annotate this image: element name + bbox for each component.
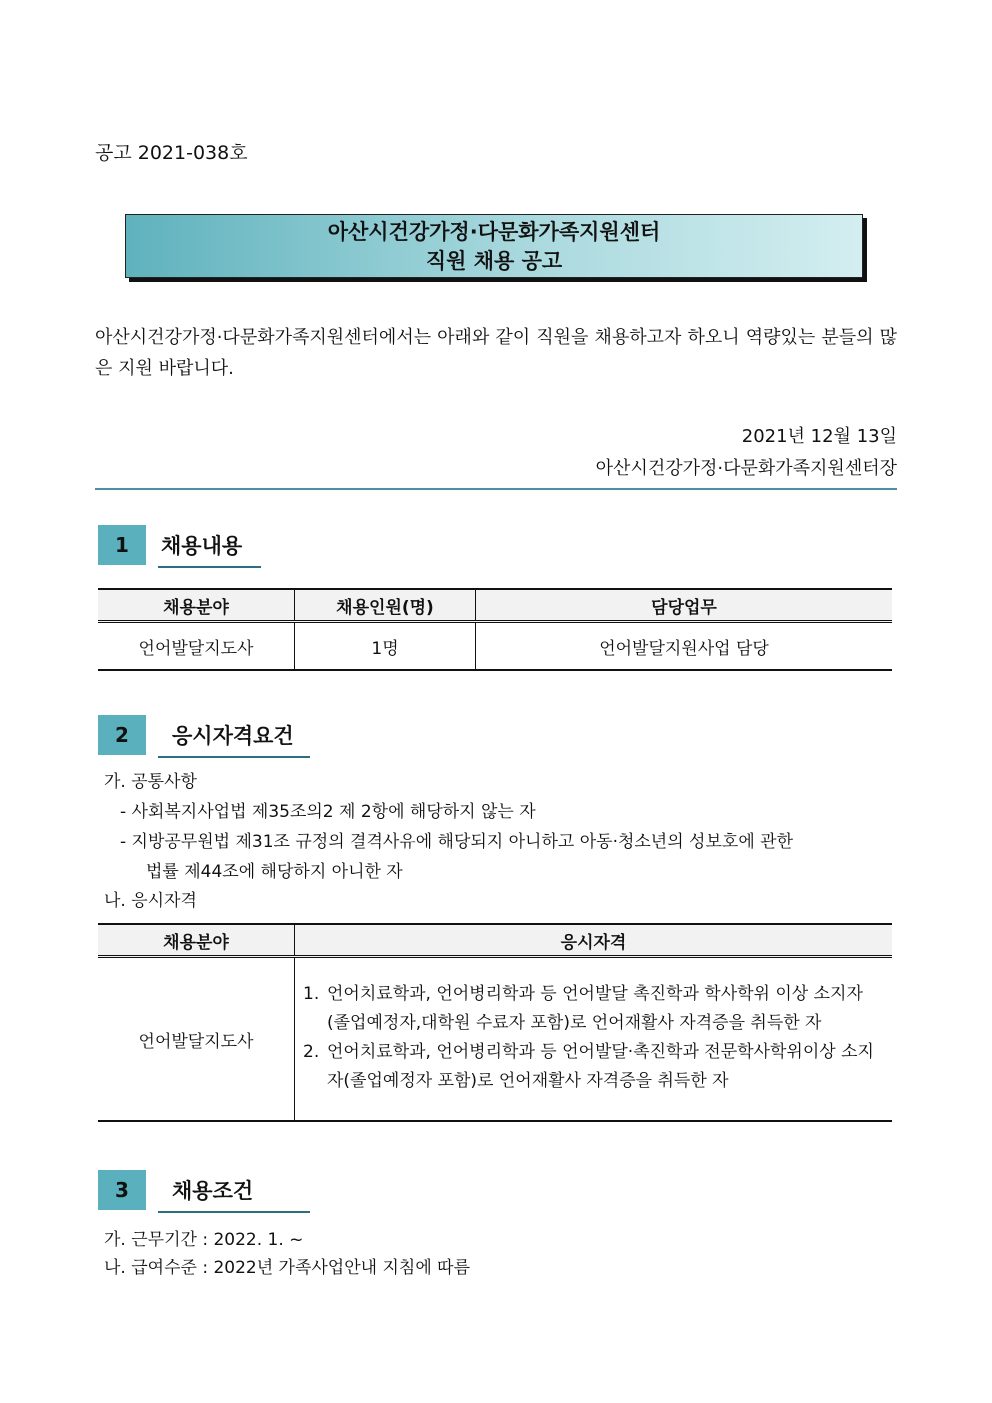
title-line2: 직원 채용 공고 bbox=[425, 249, 563, 273]
common-item-1: - 사회복지사업법 제35조의2 제 2항에 해당하지 않는 자 bbox=[120, 802, 536, 822]
cell-count: 1명 bbox=[295, 622, 476, 671]
qual-item-2-text: 언어치료학과, 언어병리학과 등 언어발달·촉진학과 전문학사학위이상 소지자(졸업예정자 포함)로 언어재활사 자격증을 취득한 자 bbox=[327, 1042, 874, 1091]
qual-header-field: 채용분야 bbox=[98, 924, 295, 957]
signer: 아산시건강가정·다문화가족지원센터장 bbox=[595, 458, 897, 479]
announcement-date: 2021년 12월 13일 bbox=[741, 426, 897, 447]
section-2-number: 2 bbox=[98, 715, 146, 755]
qual-item-1-number: 1. bbox=[303, 984, 320, 1004]
qual-cell-field: 언어발달지도사 bbox=[98, 957, 295, 1122]
qual-item-2 bbox=[303, 1038, 880, 1096]
qual-cell-items bbox=[295, 957, 893, 1122]
condition-period: 가. 근무기간 : 2022. 1. ~ bbox=[104, 1230, 304, 1250]
qual-item-1-text: 언어치료학과, 언어병리학과 등 언어발달 촉진학과 학사학위 이상 소지자(졸업예정자,대학원 수료자 포함)로 언어재활사 자격증을 취득한 자 bbox=[327, 984, 863, 1033]
qual-header-qualification: 응시자격 bbox=[295, 924, 893, 957]
section-3-number: 3 bbox=[98, 1170, 146, 1210]
header-field: 채용분야 bbox=[98, 589, 295, 622]
common-heading: 가. 공통사항 bbox=[104, 772, 197, 792]
qual-item-2-number: 2. bbox=[303, 1042, 320, 1062]
qualification-table bbox=[98, 923, 892, 1122]
section-2-title: 응시자격요건 bbox=[158, 720, 310, 758]
notice-number: 공고 2021-038호 bbox=[95, 142, 248, 164]
qual-item-1 bbox=[303, 980, 880, 1038]
common-item-2-cont: 법률 제44조에 해당하지 아니한 자 bbox=[146, 862, 403, 882]
table-row bbox=[98, 622, 892, 671]
qual-table-header bbox=[98, 924, 892, 957]
cell-field: 언어발달지도사 bbox=[98, 622, 295, 671]
header-duty: 담당업무 bbox=[476, 589, 893, 622]
section-1-title: 채용내용 bbox=[158, 530, 261, 568]
common-item-2: - 지방공무원법 제31조 규정의 결격사유에 해당되지 아니하고 아동·청소년의 성보호에 관한 bbox=[120, 832, 793, 852]
section-3-title: 채용조건 bbox=[158, 1175, 310, 1213]
header-count: 채용인원(명) bbox=[295, 589, 476, 622]
condition-salary: 나. 급여수준 : 2022년 가족사업안내 지침에 따름 bbox=[104, 1258, 470, 1278]
divider bbox=[95, 488, 897, 490]
cell-duty: 언어발달지원사업 담당 bbox=[476, 622, 893, 671]
recruit-table bbox=[98, 588, 892, 671]
qual-heading: 나. 응시자격 bbox=[104, 891, 197, 911]
recruit-table-header bbox=[98, 589, 892, 622]
title-line1: 아산시건강가정·다문화가족지원센터 bbox=[327, 220, 661, 244]
table-row bbox=[98, 957, 892, 1122]
title-box bbox=[125, 214, 863, 278]
intro-paragraph: 아산시건강가정·다문화가족지원센터에서는 아래와 같이 직원을 채용하고자 하오니 역량있는 분들의 많은 지원 바랍니다. bbox=[95, 327, 897, 379]
section-1-number: 1 bbox=[98, 525, 146, 565]
